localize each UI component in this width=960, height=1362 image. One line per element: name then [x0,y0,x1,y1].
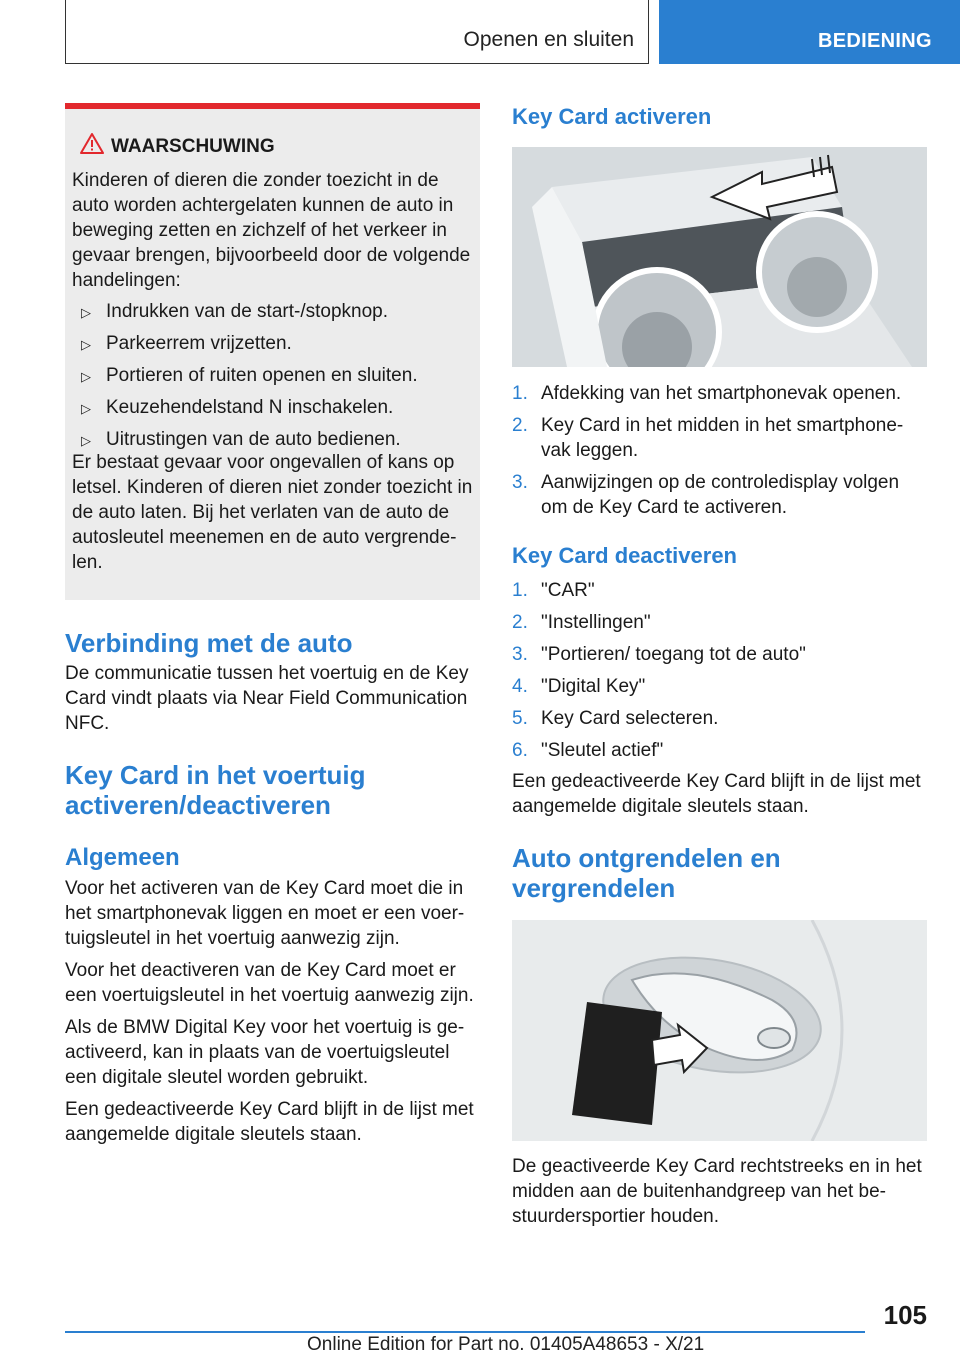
warning-list [72,299,473,452]
algemeen-paragraph: Als de BMW Digital Key voor het voertuig is ge-activeerd, kan in plaats van de voertuigsleutel een digitale sleutel worden gebruikt. [65,1017,465,1088]
step-number: 3. [512,472,528,493]
activeren-steps [512,381,927,520]
step-text: "Sleutel actief" [541,740,664,761]
ontgrendelen-text-block [512,1154,927,1229]
list-item [512,642,927,667]
step-number: 2. [512,415,528,436]
list-item [512,381,927,406]
step-text: "Portieren/ toegang tot de auto" [541,644,806,665]
chapter-tab-label: BEDIENING [818,30,932,52]
heading-keycard: Key Card in het voertuig activeren/deactiveren [65,760,366,820]
bullet-triangle-icon: ▷ [81,369,91,384]
list-item-text: Portieren of ruiten openen en sluiten. [106,365,418,386]
list-item [72,395,473,420]
list-item-text: Indrukken van de start-/stopknop. [106,301,388,322]
heading-ontgrendelen: Auto ontgrendelen en vergrendelen [512,843,781,903]
list-item-text: Uitrustingen van de auto bedienen. [106,429,401,450]
step-text: Key Card selecteren. [541,708,719,729]
bullet-triangle-icon: ▷ [81,305,91,320]
step-text: Key Card in het midden in het smartphone-vak leggen. [541,415,904,461]
warning-triangle-icon [80,132,104,156]
algemeen-paragraph: Een gedeactiveerde Key Card blijft in de lijst met aangemelde digitale sleutels staan. [65,1099,474,1145]
deactiveren-note: Een gedeactiveerde Key Card blijft in de lijst met aangemelde digitale sleutels staan. [512,771,921,817]
list-item-text: Parkeerrem vrijzetten. [106,333,292,354]
list-item [512,610,927,635]
list-item [512,413,927,463]
footer-divider [65,1331,865,1333]
right-column-body [512,381,927,903]
step-text: "Instellingen" [541,612,651,633]
door-handle-illustration [512,920,927,1141]
warning-box [65,103,480,600]
step-text: "Digital Key" [541,676,646,697]
list-item [72,427,473,452]
page-number: 105 [883,1300,927,1330]
left-column [65,628,480,1147]
warning-title [111,136,473,158]
bullet-triangle-icon: ▷ [81,337,91,352]
list-item [512,706,927,731]
list-item [72,299,473,324]
step-text: "CAR" [541,580,595,601]
list-item [72,331,473,356]
algemeen-paragraph: Voor het deactiveren van de Key Card moet er een voertuigsleutel in het voertuig aanwezig zijn. [65,960,474,1006]
heading-algemeen: Algemeen [65,844,180,871]
list-item [512,578,927,603]
list-item-text: Keuzehendelstand N inschakelen. [106,397,394,418]
step-text: Afdekking van het smartphonevak openen. [541,383,902,404]
step-number: 1. [512,580,528,601]
list-item [72,363,473,388]
step-number: 1. [512,383,528,404]
heading-key-card-activeren: Key Card activeren [512,104,712,129]
deactiveren-steps [512,578,927,763]
verbinding-text: De communicatie tussen het voertuig en de Key Card vindt plaats via Near Field Communication NFC. [65,663,469,734]
step-text: Aanwijzingen op de controledisplay volgen om de Key Card te activeren. [541,472,900,518]
heading-key-card-deactiveren: Key Card deactiveren [512,543,737,568]
edition-footer: Online Edition for Part no. 01405A48653 - X/21 [307,1334,705,1355]
warning-title-text: WAARSCHUWING [111,136,275,157]
warning-intro: Kinderen of dieren die zonder toezicht in de auto worden achtergelaten kunnen de auto in beweging zetten en zichzelf of het verkeer in gevaar brengen, bijvoorbeeld door de volgende handelingen: [72,170,471,291]
list-item [512,738,927,763]
right-column-top [512,103,927,131]
step-number: 2. [512,612,528,633]
bullet-triangle-icon: ▷ [81,433,91,448]
step-number: 6. [512,740,528,761]
algemeen-paragraph: Voor het activeren van de Key Card moet die in het smartphonevak liggen en moet er een voer-tuigsleutel in het voertuig aanwezig zijn. [65,878,465,949]
step-number: 5. [512,708,528,729]
ontgrendelen-text: De geactiveerde Key Card rechtstreeks en in het midden aan de buitenhandgreep van het be-stuurdersportier houden. [512,1156,922,1227]
step-number: 4. [512,676,528,697]
section-title: Openen en sluiten [463,28,634,51]
step-number: 3. [512,644,528,665]
bullet-triangle-icon: ▷ [81,401,91,416]
list-item [512,470,927,520]
list-item [512,674,927,699]
heading-verbinding: Verbinding met de auto [65,628,353,658]
smartphone-tray-illustration [512,147,927,367]
warning-outro: Er bestaat gevaar voor ongevallen of kans op letsel. Kinderen of dieren niet zonder toezicht in de auto laten. Bij het verlaten van de auto de autosleutel meenemen en de auto vergrende-len. [72,452,473,573]
